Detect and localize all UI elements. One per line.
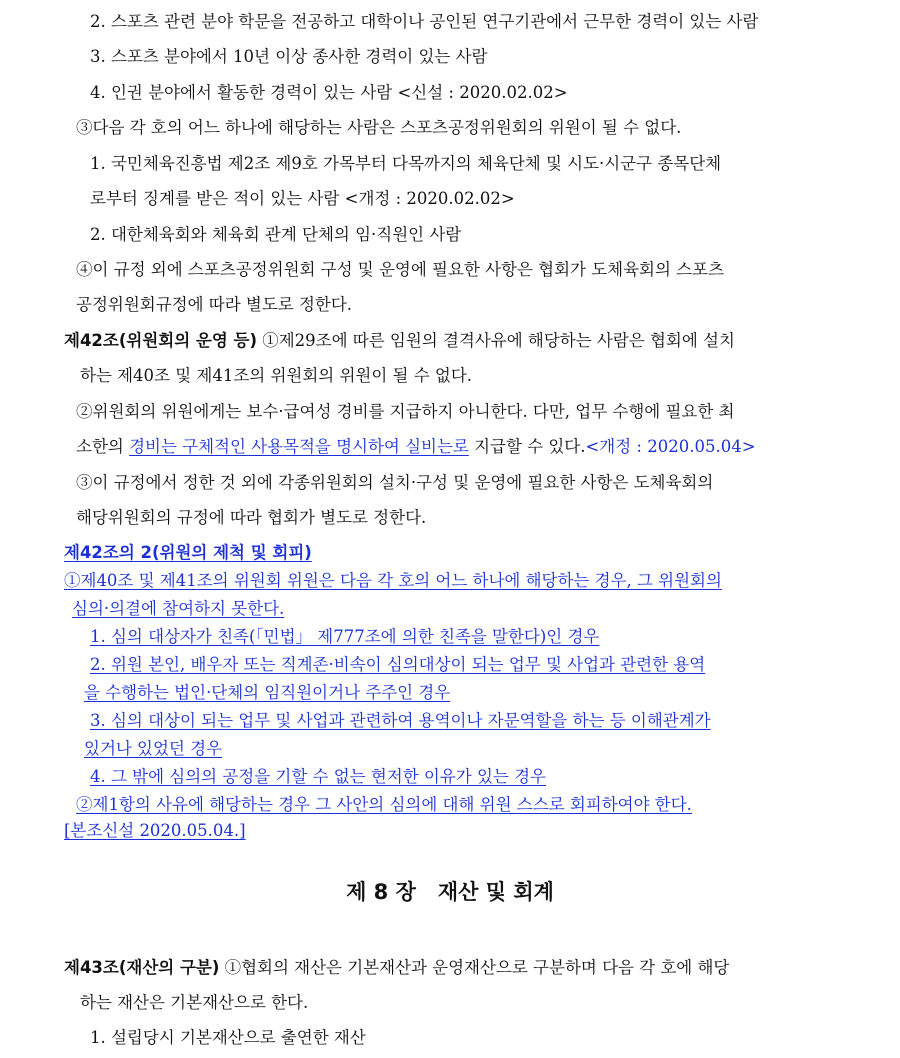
paragraph-line — [72, 598, 284, 620]
paragraph-line — [90, 153, 721, 175]
item-1-text: 1. 국민체육진흥법 제2조 제9호 가목부터 다목까지의 체육단체 및 시도·시군구 종목단체 — [90, 154, 722, 173]
article-43-line — [64, 957, 729, 979]
paragraph-line — [76, 259, 724, 281]
article-42-2-heading — [64, 542, 312, 564]
paragraph-line — [90, 1027, 366, 1049]
paragraph-line — [90, 626, 599, 648]
article-42-2-item-3: 3. 심의 대상이 되는 업무 및 사업과 관련하여 용역이나 자문역할을 하는 등 이해관계가 — [90, 711, 711, 730]
paragraph-line — [76, 401, 735, 423]
paragraph-line — [90, 654, 705, 676]
paragraph-line — [76, 507, 426, 529]
paragraph-line — [90, 188, 515, 210]
article-42-2-item-4: 4. 그 밖에 심의의 공정을 기할 수 없는 현저한 이유가 있는 경우 — [90, 767, 546, 786]
article-42-2-clause-1-continuation: 심의·의결에 참여하지 못한다. — [72, 599, 285, 618]
amendment-note: [본조신설 2020.05.04.] — [64, 821, 246, 840]
paragraph-line — [90, 710, 711, 732]
article-42-clause-3-continuation: 해당위원회의 규정에 따라 협회가 별도로 정한다. — [76, 508, 427, 527]
item-3-text: 3. 스포츠 분야에서 10년 이상 종사한 경력이 있는 사람 — [90, 47, 488, 66]
article-42-clause-2: ②위원회의 위원에게는 보수·급여성 경비를 지급하지 아니한다. 다만, 업무 수행에 필요한 최 — [76, 402, 735, 421]
paragraph-line — [76, 436, 756, 458]
paragraph-line — [90, 766, 546, 788]
chapter-title: 재산 및 회계 — [437, 880, 554, 904]
item-1-continuation: 로부터 징계를 받은 적이 있는 사람 <개정 : 2020.02.02> — [90, 189, 515, 208]
paragraph-line — [80, 992, 308, 1014]
paragraph-line — [90, 82, 568, 104]
paragraph-line — [64, 570, 722, 592]
paragraph-line — [90, 224, 461, 246]
article-42-2-item-2: 2. 위원 본인, 배우자 또는 직계존·비속이 심의대상이 되는 업무 및 사업과 관련한 용역 — [90, 655, 706, 674]
paragraph-line — [76, 472, 713, 494]
paragraph-line — [76, 794, 692, 816]
clause-3-text: ③다음 각 호의 어느 하나에 해당하는 사람은 스포츠공정위원회의 위원이 될 수 없다. — [76, 118, 682, 137]
paragraph-line — [84, 682, 450, 704]
text-segment: 지급할 수 있다. — [468, 437, 586, 456]
article-42-2-item-2-continuation: 을 수행하는 법인·단체의 임직원이거나 주주인 경우 — [84, 683, 451, 702]
article-43-heading: 제43조(재산의 구분) — [64, 958, 220, 977]
article-42-2-clause-2: ②제1항의 사유에 해당하는 경우 그 사안의 심의에 대해 위원 스스로 회피하여야 한다. — [76, 795, 692, 814]
item-2-text: 2. 스포츠 관련 분야 학문을 전공하고 대학이나 공인된 연구기관에서 근무한 경력이 있는 사람 — [90, 12, 759, 31]
article-43-clause-1: ①협회의 재산은 기본재산과 운영재산으로 구분하며 다음 각 호에 해당 — [219, 958, 730, 977]
item-4-text: 4. 인권 분야에서 활동한 경력이 있는 사람 <신설 : 2020.02.02> — [90, 83, 568, 102]
paragraph-line — [76, 117, 681, 139]
article-42-clause-3: ③이 규정에서 정한 것 외에 각종위원회의 설치·구성 및 운영에 필요한 사항은 도체육회의 — [76, 473, 714, 492]
paragraph-line — [64, 820, 246, 842]
article-43-clause-1-continuation: 하는 재산은 기본재산으로 한다. — [80, 993, 309, 1012]
article-42-clause-1: ①제29조에 따른 임원의 결격사유에 해당하는 사람은 협회에 설치 — [256, 331, 735, 350]
article-43-item-1: 1. 설립당시 기본재산으로 출연한 재산 — [90, 1028, 366, 1047]
item-2b-text: 2. 대한체육회와 체육회 관계 단체의 임·직원인 사람 — [90, 225, 462, 244]
amended-text: 실비는로 — [399, 437, 469, 456]
amendment-note: <개정 : 2020.05.04> — [585, 437, 756, 456]
text-segment: 소한의 — [76, 437, 130, 456]
clause-4-continuation: 공정위원회규정에 따라 별도로 정한다. — [76, 295, 353, 314]
article-42-2-title: 제42조의 2(위원의 제척 및 회피) — [64, 543, 312, 562]
chapter-heading — [0, 878, 900, 906]
article-42-clause-1-continuation: 하는 제40조 및 제41조의 위원회의 위원이 될 수 없다. — [80, 366, 473, 385]
article-42-2-clause-1: ①제40조 및 제41조의 위원회 위원은 다음 각 호의 어느 하나에 해당하는 경우, 그 위원회의 — [64, 571, 722, 590]
article-42-2-item-1: 1. 심의 대상자가 친족(「민법」 제777조에 의한 친족을 말한다)인 경우 — [90, 627, 600, 646]
chapter-number: 제 8 장 — [346, 880, 416, 904]
paragraph-line — [90, 46, 487, 68]
amended-text: 경비는 구체적인 사용목적을 명시하여 — [129, 437, 400, 456]
article-42-line — [64, 330, 735, 352]
article-42-2-item-3-continuation: 있거나 있었던 경우 — [84, 739, 223, 758]
paragraph-line — [76, 294, 352, 316]
clause-4-text: ④이 규정 외에 스포츠공정위원회 구성 및 운영에 필요한 사항은 협회가 도체육회의 스포츠 — [76, 260, 724, 279]
paragraph-line — [90, 11, 838, 33]
paragraph-line — [80, 365, 472, 387]
article-42-heading: 제42조(위원회의 운영 등) — [64, 331, 257, 350]
paragraph-line — [84, 738, 222, 760]
